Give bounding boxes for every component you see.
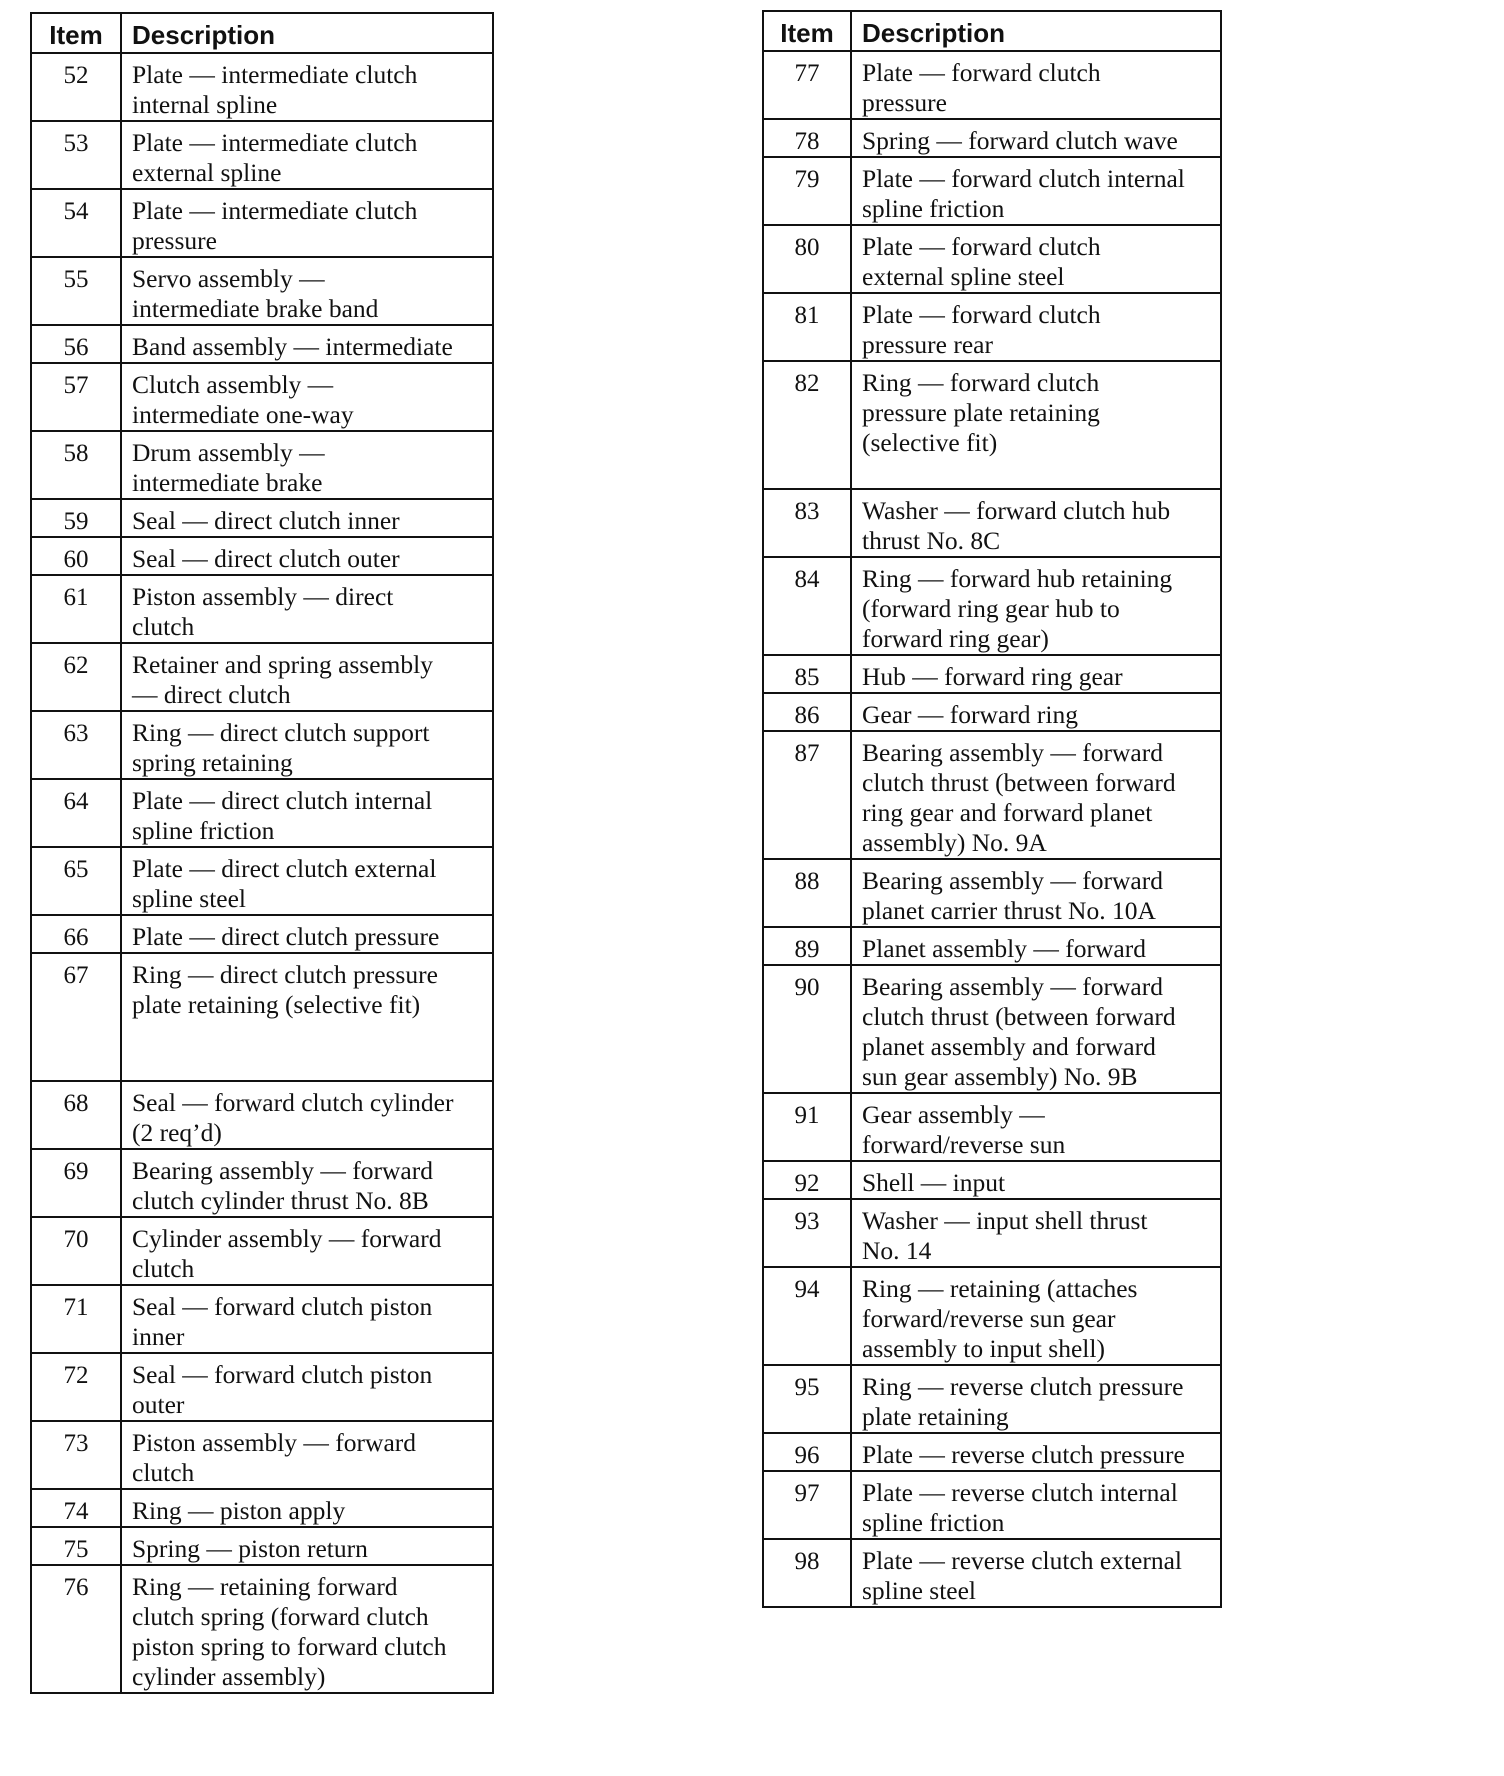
table-row [763, 225, 1221, 293]
column-header-item: Item [31, 13, 121, 53]
item-number: 83 [763, 489, 851, 557]
table-row [31, 1081, 493, 1149]
item-description [121, 1489, 493, 1527]
item-description [121, 711, 493, 779]
description-line: pressure [862, 88, 947, 117]
description-line: No. 14 [862, 1236, 932, 1265]
description-line: forward ring gear) [862, 624, 1049, 653]
item-number: 55 [31, 257, 121, 325]
description-line: spline steel [862, 1576, 977, 1605]
description-line: plate retaining (selective fit) [132, 990, 421, 1019]
item-number: 78 [763, 119, 851, 157]
item-description [121, 575, 493, 643]
description-line: Plate — reverse clutch external [862, 1546, 1183, 1575]
description-line: pressure rear [862, 330, 993, 359]
description-line: pressure [132, 226, 217, 255]
item-description [121, 189, 493, 257]
table-row [763, 293, 1221, 361]
item-description [851, 293, 1221, 361]
description-line: ring gear and forward planet [862, 798, 1153, 827]
item-number: 84 [763, 557, 851, 655]
item-description [851, 655, 1221, 693]
description-line: Cylinder assembly — forward [132, 1224, 442, 1253]
table-row [763, 965, 1221, 1093]
item-description [121, 847, 493, 915]
table-row [763, 927, 1221, 965]
item-number: 75 [31, 1527, 121, 1565]
item-number: 57 [31, 363, 121, 431]
table-row [31, 575, 493, 643]
table-row [31, 257, 493, 325]
description-line: clutch thrust (between forward [862, 768, 1176, 797]
description-line: Plate — intermediate clutch [132, 196, 418, 225]
item-number: 63 [31, 711, 121, 779]
item-number: 87 [763, 731, 851, 859]
description-line: Ring — direct clutch pressure [132, 960, 438, 989]
description-line: Servo assembly — [132, 264, 325, 293]
description-line: Bearing assembly — forward [132, 1156, 433, 1185]
description-line: spline friction [862, 194, 1005, 223]
item-number: 85 [763, 655, 851, 693]
item-description [121, 121, 493, 189]
item-description [851, 157, 1221, 225]
description-line: (selective fit) [862, 428, 998, 457]
item-number: 79 [763, 157, 851, 225]
table-row [763, 693, 1221, 731]
item-description [851, 731, 1221, 859]
table-row [763, 1199, 1221, 1267]
description-line: Hub — forward ring gear [862, 662, 1123, 691]
description-line [132, 1050, 486, 1080]
description-line: Seal — forward clutch piston [132, 1360, 433, 1389]
item-description [851, 361, 1221, 489]
item-number: 61 [31, 575, 121, 643]
description-line: Plate — direct clutch pressure [132, 922, 440, 951]
table-row [763, 119, 1221, 157]
description-line: Seal — direct clutch outer [132, 544, 400, 573]
item-number: 72 [31, 1353, 121, 1421]
item-number: 68 [31, 1081, 121, 1149]
item-number: 66 [31, 915, 121, 953]
description-line: assembly to input shell) [862, 1334, 1105, 1363]
description-line: Plate — reverse clutch pressure [862, 1440, 1185, 1469]
description-line: Band assembly — intermediate [132, 332, 453, 361]
table-row [763, 1365, 1221, 1433]
description-line: intermediate brake band [132, 294, 379, 323]
item-number: 60 [31, 537, 121, 575]
item-description [121, 1353, 493, 1421]
table-row [763, 157, 1221, 225]
item-description [851, 1267, 1221, 1365]
description-line: internal spline [132, 90, 278, 119]
table-row [31, 1527, 493, 1565]
item-description [121, 1527, 493, 1565]
item-number: 86 [763, 693, 851, 731]
item-description [121, 53, 493, 121]
item-description [851, 225, 1221, 293]
item-description [851, 1471, 1221, 1539]
description-line: plate retaining [862, 1402, 1009, 1431]
description-line: Ring — forward clutch [862, 368, 1100, 397]
item-number: 88 [763, 859, 851, 927]
item-number: 91 [763, 1093, 851, 1161]
description-line: Plate — forward clutch internal [862, 164, 1185, 193]
item-description [121, 1217, 493, 1285]
table-row [31, 1285, 493, 1353]
item-description [851, 51, 1221, 119]
description-line: Washer — forward clutch hub [862, 496, 1171, 525]
item-number: 77 [763, 51, 851, 119]
table-row [763, 1093, 1221, 1161]
item-description [121, 915, 493, 953]
description-line: forward/reverse sun [862, 1130, 1066, 1159]
description-line: Washer — input shell thrust [862, 1206, 1148, 1235]
item-description [851, 1161, 1221, 1199]
item-description [851, 119, 1221, 157]
column-header-description: Description [851, 11, 1221, 51]
table-row [31, 953, 493, 1081]
description-line: Ring — piston apply [132, 1496, 346, 1525]
item-description [851, 1539, 1221, 1607]
item-number: 52 [31, 53, 121, 121]
description-line: sun gear assembly) No. 9B [862, 1062, 1138, 1091]
description-line: Plate — reverse clutch internal [862, 1478, 1178, 1507]
description-line: inner [132, 1322, 185, 1351]
parts-table-right [762, 10, 1222, 1608]
description-line: spring retaining [132, 748, 293, 777]
item-number: 92 [763, 1161, 851, 1199]
item-number: 65 [31, 847, 121, 915]
item-number: 74 [31, 1489, 121, 1527]
description-line: Plate — direct clutch external [132, 854, 437, 883]
description-line: spline steel [132, 884, 247, 913]
item-description [121, 257, 493, 325]
item-number: 98 [763, 1539, 851, 1607]
table-row [763, 655, 1221, 693]
item-description [851, 1365, 1221, 1433]
item-description [851, 1199, 1221, 1267]
table-row [31, 1565, 493, 1693]
table-row [31, 1217, 493, 1285]
description-line: clutch spring (forward clutch [132, 1602, 429, 1631]
item-description [851, 693, 1221, 731]
description-line: Ring — retaining forward [132, 1572, 398, 1601]
description-line: Shell — input [862, 1168, 1006, 1197]
item-description [851, 489, 1221, 557]
item-number: 69 [31, 1149, 121, 1217]
item-description [121, 1149, 493, 1217]
table-row [763, 1539, 1221, 1607]
item-number: 67 [31, 953, 121, 1081]
description-line: clutch [132, 1254, 195, 1283]
item-number: 70 [31, 1217, 121, 1285]
item-description [121, 1421, 493, 1489]
description-line: Bearing assembly — forward [862, 972, 1163, 1001]
item-number: 53 [31, 121, 121, 189]
item-number: 90 [763, 965, 851, 1093]
table-row [763, 1471, 1221, 1539]
description-line: pressure plate retaining [862, 398, 1100, 427]
description-line: Plate — intermediate clutch [132, 128, 418, 157]
item-description [851, 927, 1221, 965]
table-row [31, 1149, 493, 1217]
item-description [121, 499, 493, 537]
description-line: intermediate one-way [132, 400, 354, 429]
table-row [31, 537, 493, 575]
description-line: Gear — forward ring [862, 700, 1078, 729]
description-line: Clutch assembly — [132, 370, 334, 399]
item-description [121, 1081, 493, 1149]
item-description [851, 1093, 1221, 1161]
item-description [851, 557, 1221, 655]
table-row [31, 325, 493, 363]
item-description [121, 1565, 493, 1693]
description-line: Plate — forward clutch [862, 232, 1101, 261]
description-line: Plate — forward clutch [862, 300, 1101, 329]
item-description [121, 779, 493, 847]
table-row [31, 363, 493, 431]
table-row [763, 361, 1221, 489]
parts-table-left [30, 12, 494, 1694]
description-line: (forward ring gear hub to [862, 594, 1120, 623]
item-number: 58 [31, 431, 121, 499]
description-line: outer [132, 1390, 185, 1419]
item-description [121, 363, 493, 431]
table-row [763, 859, 1221, 927]
description-line: Piston assembly — forward [132, 1428, 417, 1457]
item-number: 89 [763, 927, 851, 965]
item-description [121, 537, 493, 575]
item-number: 76 [31, 1565, 121, 1693]
item-number: 64 [31, 779, 121, 847]
description-line: Retainer and spring assembly [132, 650, 433, 679]
table-header-row [763, 11, 1221, 51]
table-row [31, 53, 493, 121]
description-line: Planet assembly — forward [862, 934, 1146, 963]
item-number: 73 [31, 1421, 121, 1489]
description-line: Seal — forward clutch piston [132, 1292, 433, 1321]
description-line: clutch cylinder thrust No. 8B [132, 1186, 429, 1215]
table-row [31, 1353, 493, 1421]
table-row [763, 489, 1221, 557]
description-line: Ring — reverse clutch pressure [862, 1372, 1184, 1401]
table-row [31, 121, 493, 189]
item-description [121, 643, 493, 711]
item-number: 54 [31, 189, 121, 257]
description-line: Spring — forward clutch wave [862, 126, 1178, 155]
table-row [31, 847, 493, 915]
description-line: thrust No. 8C [862, 526, 1001, 555]
table-row [763, 731, 1221, 859]
table-row [763, 557, 1221, 655]
description-line: planet carrier thrust No. 10A [862, 896, 1156, 925]
description-line [862, 458, 1214, 488]
description-line: Plate — intermediate clutch [132, 60, 418, 89]
description-line: Gear assembly — [862, 1100, 1045, 1129]
item-number: 95 [763, 1365, 851, 1433]
table-row [31, 189, 493, 257]
description-line: intermediate brake [132, 468, 323, 497]
description-line: Seal — direct clutch inner [132, 506, 400, 535]
description-line: clutch [132, 612, 195, 641]
table-row [763, 1267, 1221, 1365]
description-line: piston spring to forward clutch [132, 1632, 447, 1661]
description-line: Bearing assembly — forward [862, 866, 1163, 895]
column-header-item: Item [763, 11, 851, 51]
description-line: assembly) No. 9A [862, 828, 1047, 857]
description-line: — direct clutch [132, 680, 291, 709]
item-number: 82 [763, 361, 851, 489]
item-number: 59 [31, 499, 121, 537]
table-row [31, 779, 493, 847]
description-line: Piston assembly — direct [132, 582, 394, 611]
table-row [31, 711, 493, 779]
description-line: Ring — forward hub retaining [862, 564, 1173, 593]
description-line: planet assembly and forward [862, 1032, 1156, 1061]
table-header-row [31, 13, 493, 53]
item-description [121, 431, 493, 499]
table-row [763, 51, 1221, 119]
description-line: forward/reverse sun gear [862, 1304, 1116, 1333]
description-line: spline friction [862, 1508, 1005, 1537]
table-row [31, 1489, 493, 1527]
item-number: 81 [763, 293, 851, 361]
table-row [31, 915, 493, 953]
item-description [851, 1433, 1221, 1471]
table-row [31, 643, 493, 711]
description-line: Drum assembly — [132, 438, 325, 467]
description-line: Seal — forward clutch cylinder [132, 1088, 454, 1117]
table-row [763, 1161, 1221, 1199]
description-line: Plate — direct clutch internal [132, 786, 433, 815]
item-number: 94 [763, 1267, 851, 1365]
description-line: Ring — retaining (attaches [862, 1274, 1138, 1303]
item-number: 93 [763, 1199, 851, 1267]
description-line: spline friction [132, 816, 275, 845]
table-row [763, 1433, 1221, 1471]
item-number: 80 [763, 225, 851, 293]
description-line: Bearing assembly — forward [862, 738, 1163, 767]
item-description [121, 325, 493, 363]
table-row [31, 499, 493, 537]
description-line: external spline steel [862, 262, 1065, 291]
item-description [121, 1285, 493, 1353]
description-line: cylinder assembly) [132, 1662, 326, 1691]
item-number: 56 [31, 325, 121, 363]
item-description [121, 953, 493, 1081]
description-line: Plate — forward clutch [862, 58, 1101, 87]
description-line: external spline [132, 158, 282, 187]
item-description [851, 965, 1221, 1093]
description-line: (2 req’d) [132, 1118, 222, 1147]
table-row [31, 1421, 493, 1489]
description-line: clutch thrust (between forward [862, 1002, 1176, 1031]
item-number: 97 [763, 1471, 851, 1539]
item-number: 96 [763, 1433, 851, 1471]
table-row [31, 431, 493, 499]
column-header-description: Description [121, 13, 493, 53]
item-number: 62 [31, 643, 121, 711]
description-line: Ring — direct clutch support [132, 718, 430, 747]
description-line [132, 1020, 486, 1050]
item-number: 71 [31, 1285, 121, 1353]
item-description [851, 859, 1221, 927]
description-line: Spring — piston return [132, 1534, 368, 1563]
description-line: clutch [132, 1458, 195, 1487]
